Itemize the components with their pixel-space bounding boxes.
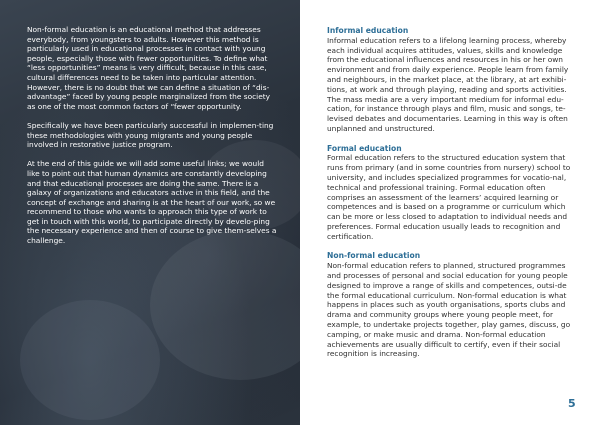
photo-blur-shape bbox=[20, 300, 160, 420]
section-heading: Non-formal education bbox=[327, 251, 421, 261]
section-body: Formal education refers to the structured education system that runs from primary (and in some countries from nursery) school to university, and includes specialized programmes for vocatio-nal, technical and professional training. Formal education often comprises an assessment of the learners’ acquired learning or competences and is based on a programme or curriculum which can be more or less closed to adaptation to individual needs and preferences. Formal education usually leads to recognition and certification. bbox=[327, 153, 571, 241]
section-formal-education bbox=[327, 144, 577, 242]
section-body: Non-formal education refers to planned, structured programmes and processes of personal and social education for young people designed to improve a range of skills and competences, outsi-de the formal educational curriculum. Non-formal education is what happens in places such as youth organisations, sports clubs and drama and community groups where young people meet, for example, to undertake projects together, play games, discuss, go camping, or make music and drama. Non-formal education achievements are usually difficult to certify, even if their social recognition is increasing. bbox=[327, 261, 571, 359]
right-column-text bbox=[327, 26, 577, 369]
section-body: Informal education refers to a lifelong learning process, whereby each individual acquires attitudes, values, skills and knowledge from the educational influences and resources in his or her own environment and from daily experience. People learn from family and neighbours, in the market place, at the library, at art exhibi-tions, at work and through playing, reading and sports activities. The mass media are a very important medium for informal edu-cation, for instance through plays and film, music and songs, te-levised debates and documentaries. Learning in this way is often unplanned and unstructured. bbox=[327, 35, 569, 133]
section-heading: Informal education bbox=[327, 26, 409, 35]
left-column-text bbox=[27, 25, 277, 255]
right-page bbox=[300, 0, 600, 425]
section-heading: Formal education bbox=[327, 143, 402, 153]
section-informal-education bbox=[327, 26, 577, 134]
left-paragraph-3: At the end of this guide we will add some useful links; we would like to point out that human dynamics are constantly developing and that educational processes are doing the same. There is a galaxy of organizations and educators active in this field, and the concept of exchange and sharing is at the heart of our work, so we recommend to those who wants to approach this type of work to get in touch with this world, to participate directly by develo-ping the necessary experience and then of course to give them-selves a challenge. bbox=[27, 159, 277, 246]
page-number: 5 bbox=[568, 397, 576, 410]
section-non-formal-education bbox=[327, 251, 577, 359]
left-paragraph-1: Non-formal education is an educational method that addresses everybody, from youngsters to adults. However this method is particularly used in educational processes in contact with young people, especially those with fewer opportunities. To define what “less opportunities” means is very difficult, because in this case, cultural differences need to be taken into particular attention. However, there is no doubt that we can define a situation of “dis-advantage” faced by young people marginalized from the society as one of the most common factors of “fewer opportunity. bbox=[27, 25, 271, 111]
left-paragraph-2: Specifically we have been particularly successful in implemen-ting these methodologies with young migrants and young people involved in restorative justice program. bbox=[27, 120, 274, 150]
